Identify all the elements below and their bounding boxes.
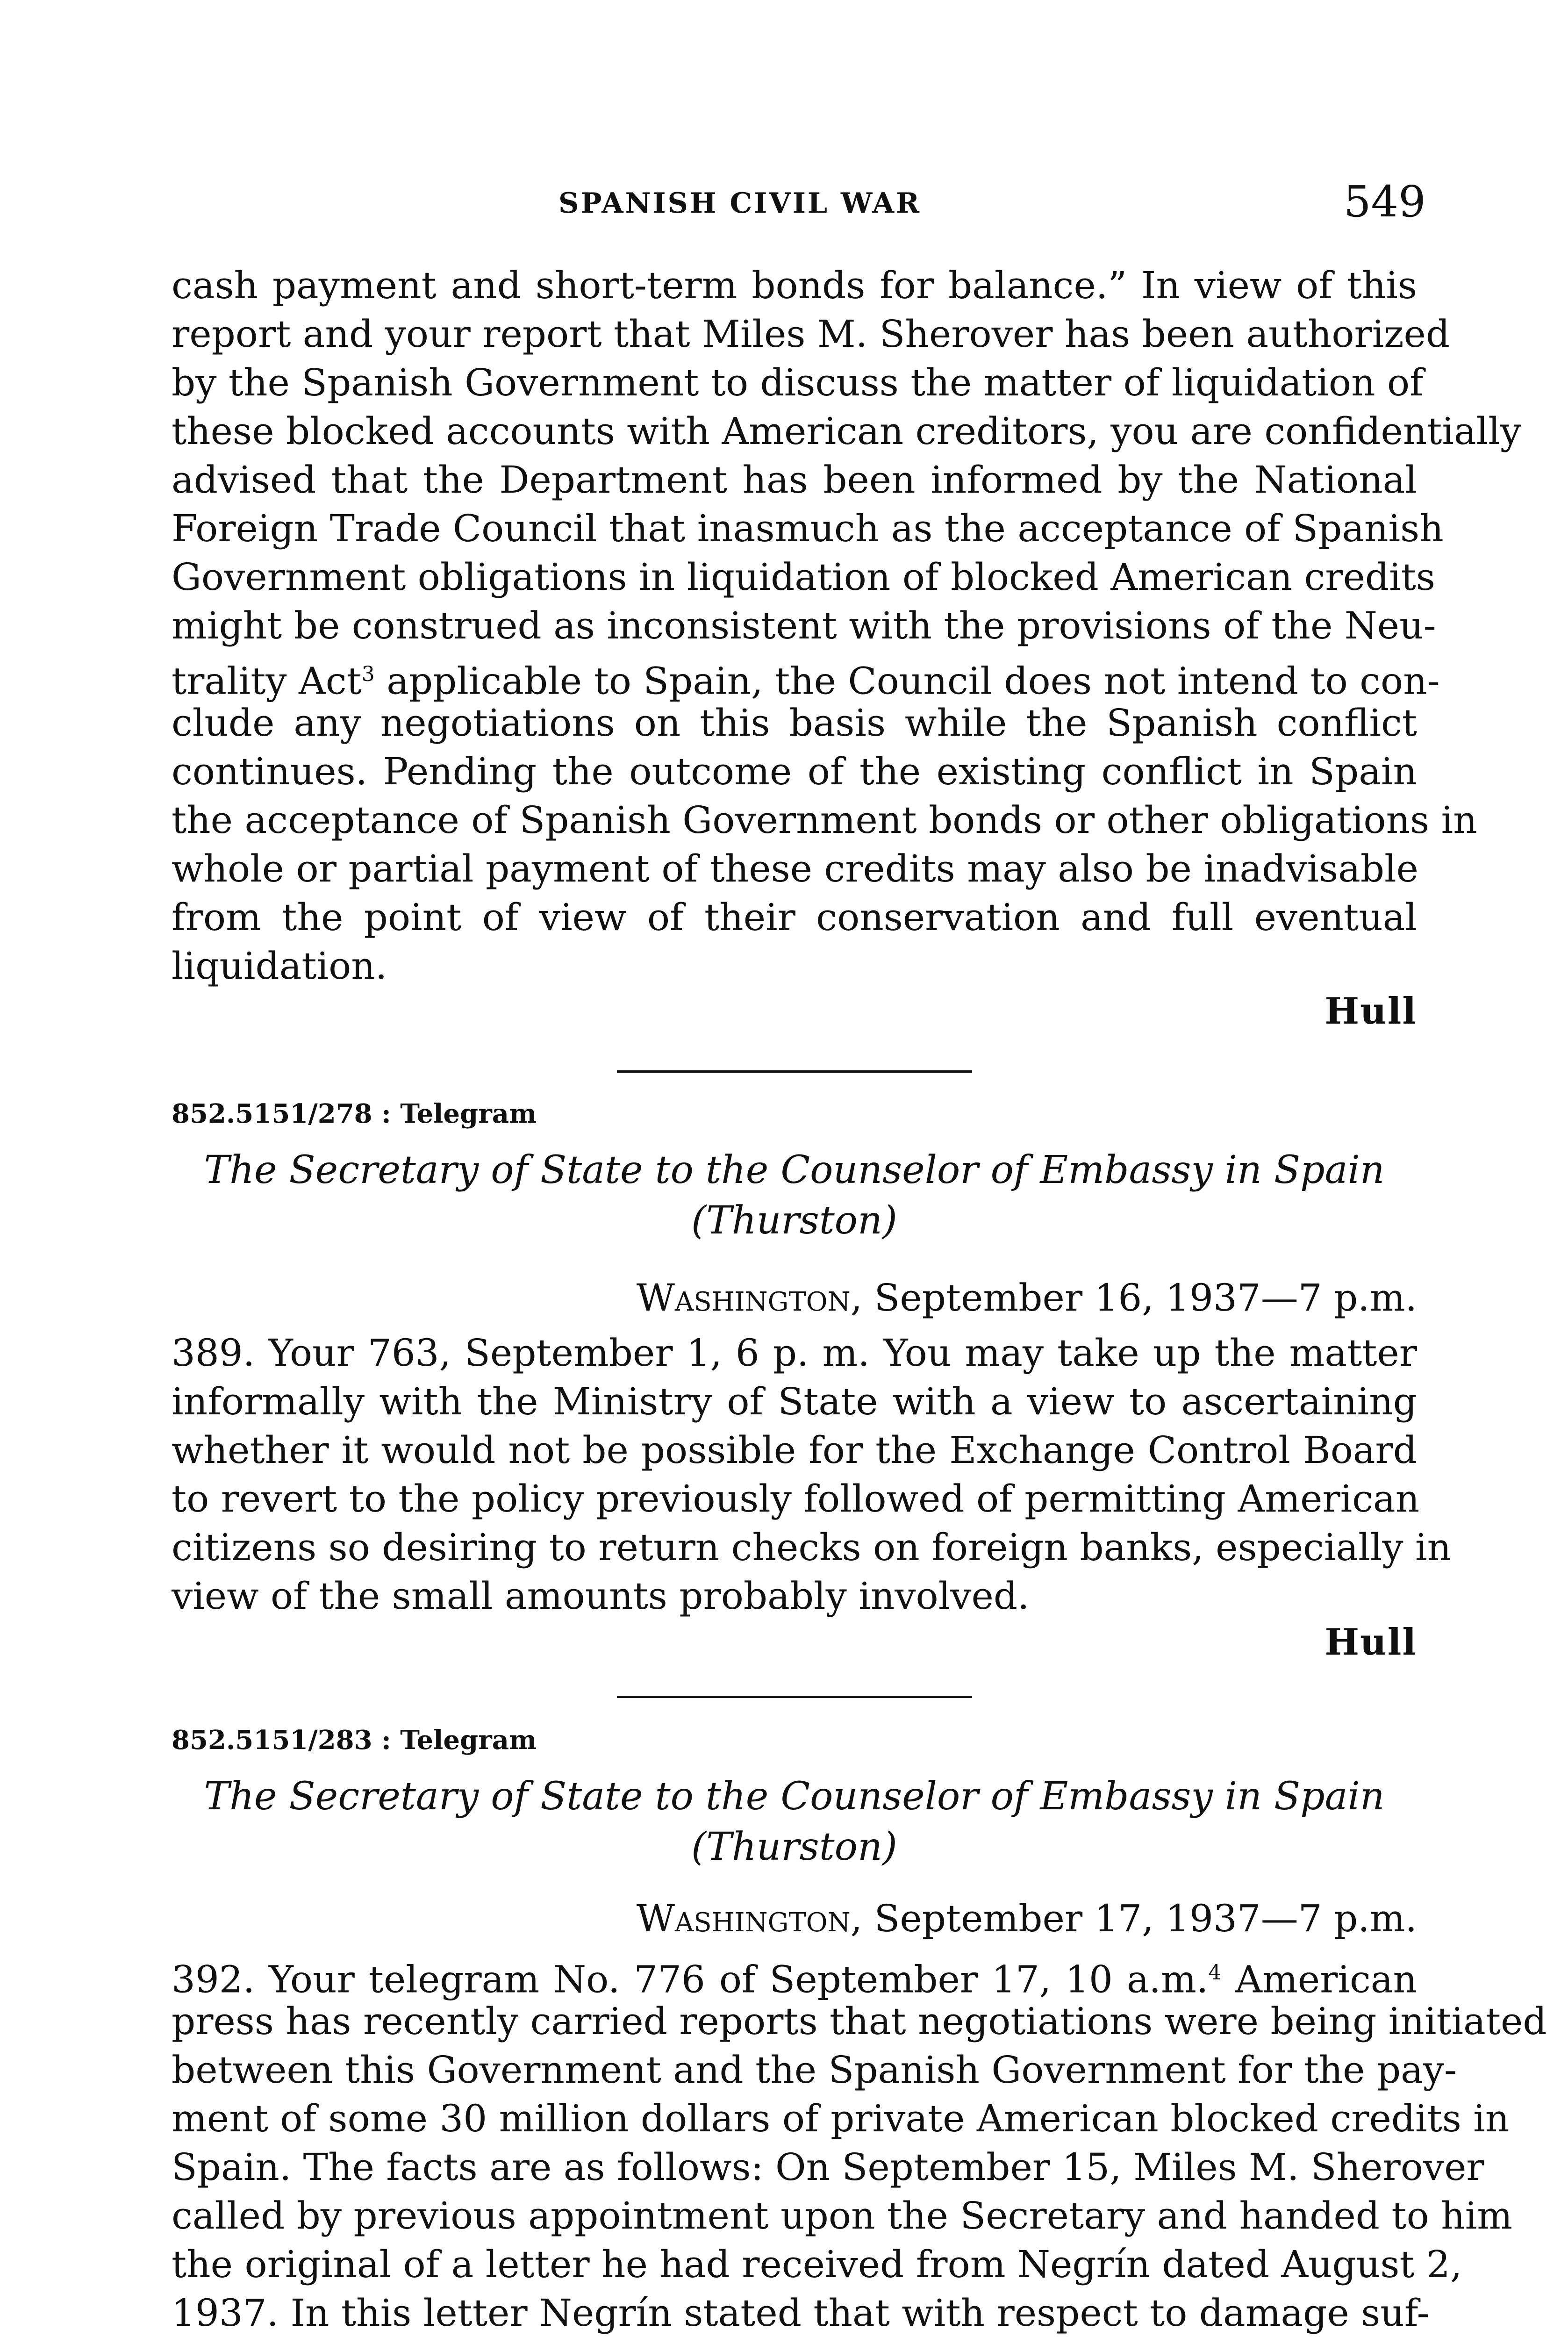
text-line: the acceptance of Spanish Government bonds or other obligations in [172,798,1477,842]
text-line: clude any negotiations on this basis while the Spanish conflict [172,701,1417,745]
text-line: cash payment and short-term bonds for balance.” In view of this [172,264,1417,307]
footnote-ref: 3 [361,662,375,686]
text-line: continues. Pending the outcome of the existing conflict in Spain [172,750,1417,793]
text-line [172,651,1440,705]
text-line: advised that the Department has been informed by the National [172,458,1417,502]
signature: Hull [1325,1621,1417,1663]
doc-heading-recipient: (Thurston) [691,1198,897,1243]
text-line: liquidation. [172,944,387,988]
text-line: between this Government and the Spanish Government for the pay- [172,2048,1457,2092]
file-number: 852.5151/278 : Telegram [172,1098,537,1129]
file-number: 852.5151/283 : Telegram [172,1725,537,1756]
text-line: Foreign Trade Council that inasmuch as the acceptance of Spanish [172,507,1444,550]
text-line [172,1949,1417,2004]
footnote-ref: 4 [1208,1961,1222,1985]
text-line: report and your report that Miles M. Sherover has been authorized [172,312,1450,356]
text-line: these blocked accounts with American creditors, you are confidentially [172,409,1522,453]
text-line: whole or partial payment of these credits may also be inadvisable [172,847,1419,890]
section-divider [617,1696,972,1698]
dateline [637,1276,1417,1319]
doc-heading-recipient: (Thurston) [691,1825,897,1869]
text-line: to revert to the policy previously followed of permitting American [172,1477,1420,1520]
text-line: might be construed as inconsistent with the provisions of the Neu- [172,604,1436,647]
dateline-city: Washington, [636,1276,863,1319]
text-line: Spain. The facts are as follows: On September 15, Miles M. Sherover [172,2145,1484,2189]
text-line: view of the small amounts probably involved. [172,1574,1030,1618]
text-line: the original of a letter he had received from Negrín dated August 2, [172,2243,1462,2286]
text-fragment: 392. Your telegram No. 776 of September 17, 10 a.m. [172,1957,1209,2001]
text-fragment: American [1235,1957,1417,2001]
doc-heading: The Secretary of State to the Counselor of Embassy in Spain [204,1148,1385,1192]
page-number: 549 [1344,177,1426,227]
text-line: Government obligations in liquidation of blocked American credits [172,555,1435,599]
signature: Hull [1325,990,1417,1032]
text-line: 1937. In this letter Negrín stated that with respect to damage suf- [172,2291,1430,2335]
dateline-date: September 17, 1937—7 p.m. [874,1897,1417,1940]
dateline-date: September 16, 1937—7 p.m. [874,1276,1417,1319]
dateline-city: Washington, [636,1897,863,1940]
text-line: 389. Your 763, September 1, 6 p. m. You may take up the matter [172,1331,1417,1375]
text-line: ment of some 30 million dollars of private American blocked credits in [172,2097,1510,2140]
dateline [637,1897,1417,1940]
text-line: informally with the Ministry of State with a view to ascertaining [172,1380,1417,1423]
text-line: press has recently carried reports that negotiations were being initiated [172,2000,1547,2043]
running-title: SPANISH CIVIL WAR [558,187,921,220]
text-line: from the point of view of their conservation and full eventual [172,896,1417,939]
text-fragment: applicable to Spain, the Council does not intend to con- [387,659,1440,703]
text-line: citizens so desiring to return checks on foreign banks, especially in [172,1526,1452,1569]
section-divider [617,1070,972,1073]
doc-heading: The Secretary of State to the Counselor of Embassy in Spain [204,1774,1385,1819]
text-line: by the Spanish Government to discuss the matter of liquidation of [172,361,1424,404]
text-fragment: trality Act [172,659,362,703]
text-line: called by previous appointment upon the Secretary and handed to him [172,2194,1513,2237]
text-line: whether it would not be possible for the Exchange Control Board [172,1428,1417,1472]
